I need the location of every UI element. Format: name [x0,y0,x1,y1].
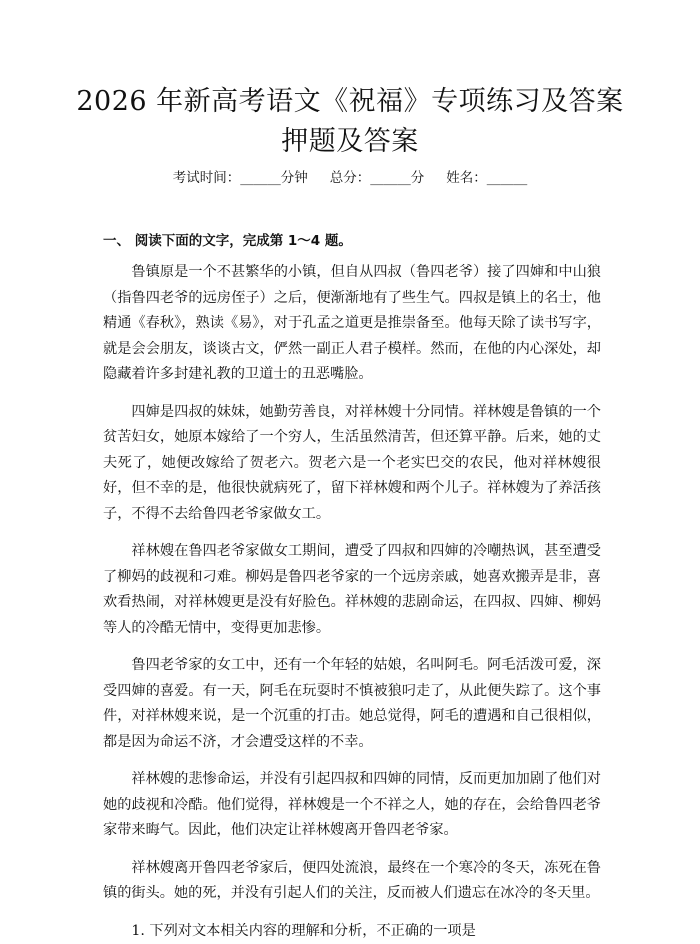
passage-paragraph: 鲁镇原是一个不甚繁华的小镇，但自从四叔（鲁四老爷）接了四婶和中山狼（指鲁四老爷的远房侄子）之后，便渐渐地有了些生气。四叔是镇上的名士，他精通《春秋》，熟读《易》，对于孔孟之道更是推崇备至。他每天除了读书写字，就是会会朋友，谈谈古文，俨然一副正人君子模样。然而，在他的内心深处，却隐藏着许多封建礼教的卫道士的丑恶嘴脸。 [103,260,601,388]
exam-info-line [60,168,640,188]
passage-paragraph: 祥林嫂离开鲁四老爷家后，便四处流浪，最终在一个寒冷的冬天，冻死在鲁镇的街头。她的死，并没有引起人们的关注，反而被人们遗忘在冰冷的冬天里。 [103,856,601,907]
passage-paragraph: 祥林嫂的悲惨命运，并没有引起四叔和四婶的同情，反而更加加剧了他们对她的歧视和冷酷。他们觉得，祥林嫂是一个不祥之人，她的存在，会给鲁四老爷家带来晦气。因此，他们决定让祥林嫂离开鲁四老爷家。 [103,767,601,844]
title-line-2: 押题及答案 [60,122,640,162]
exam-score: 总分：______分 [330,168,425,188]
section-heading: 一、 阅读下面的文字，完成第 1～4 题。 [103,231,352,251]
title-line-1: 2026 年新高考语文《祝福》专项练习及答案 [60,82,640,122]
passage-paragraph: 祥林嫂在鲁四老爷家做女工期间，遭受了四叔和四婶的冷嘲热讽，甚至遭受了柳妈的歧视和刁难。柳妈是鲁四老爷家的一个远房亲戚，她喜欢搬弄是非，喜欢看热闹，对祥林嫂更是没有好脸色。祥林嫂的悲剧命运，在四叔、四婶、柳妈等人的冷酷无情中，变得更加悲惨。 [103,539,601,641]
student-name: 姓名：______ [446,168,527,188]
exam-time: 考试时间：______分钟 [173,168,308,188]
document-title [60,82,640,162]
question-1: 1. 下列对文本相关内容的理解和分析，不正确的一项是 [103,919,601,944]
passage-paragraph: 鲁四老爷家的女工中，还有一个年轻的姑娘，名叫阿毛。阿毛活泼可爱，深受四婶的喜爱。有一天，阿毛在玩耍时不慎被狼叼走了，从此便失踪了。这个事件，对祥林嫂来说，是一个沉重的打击。她总觉得，阿毛的遭遇和自己很相似，都是因为命运不济，才会遭受这样的不幸。 [103,653,601,755]
reading-passage [103,260,601,944]
passage-paragraph: 四婶是四叔的妹妹，她勤劳善良，对祥林嫂十分同情。祥林嫂是鲁镇的一个贫苦妇女，她原本嫁给了一个穷人，生活虽然清苦，但还算平静。后来，她的丈夫死了，她便改嫁给了贺老六。贺老六是一个老实巴交的农民，他对祥林嫂很好，但不幸的是，他很快就病死了，留下祥林嫂和两个儿子。祥林嫂为了养活孩子，不得不去给鲁四老爷家做女工。 [103,400,601,528]
